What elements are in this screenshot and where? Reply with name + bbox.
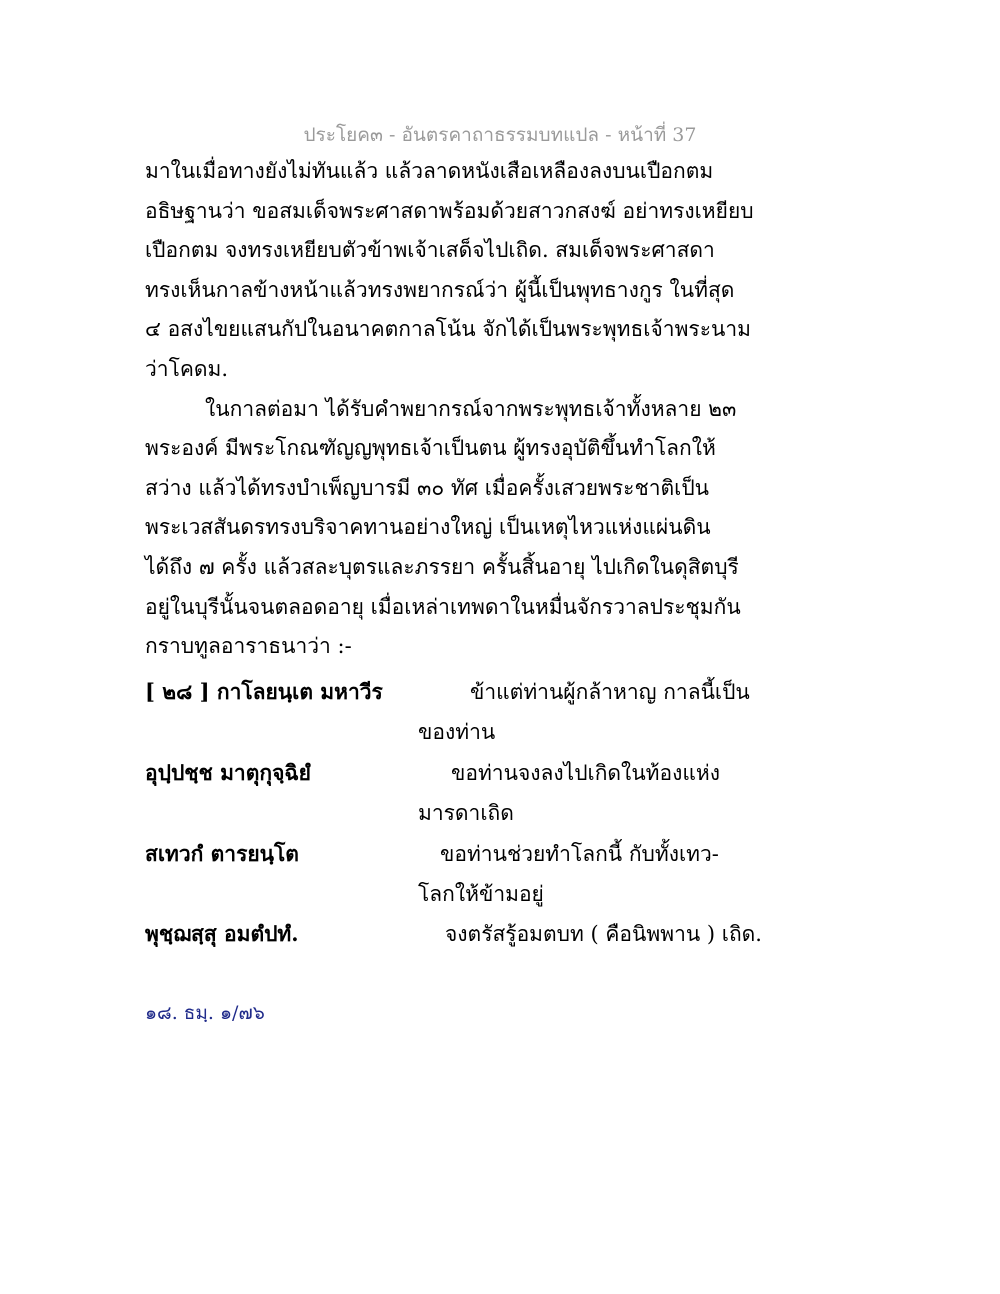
paragraph-line: กราบทูลอาราธนาว่า :- (145, 634, 352, 659)
paragraph-line: พระองค์ มีพระโกณฑัญญพุทธเจ้าเป็นตน ผู้ทรงอุบัติขึ้นทำโลกให้ (145, 436, 716, 461)
paragraph-line: ว่าโคดม. (145, 356, 229, 381)
verse-translation-cont: ของท่าน (418, 720, 496, 744)
paragraph-line: สว่าง แล้วได้ทรงบำเพ็ญบารมี ๓๐ ทัศ เมื่อครั้งเสวยพระชาติเป็น (145, 475, 710, 500)
verse-translation-cont: มารดาเถิด (418, 801, 514, 825)
paragraph-line: ได้ถึง ๗ ครั้ง แล้วสละบุตรและภรรยา ครั้นสิ้นอายุ ไปเกิดในดุสิตบุรี (145, 554, 739, 579)
verse-translation: จงตรัสรู้อมตบท ( คือนิพพาน ) เถิด. (445, 922, 762, 946)
verse-pali: อุปฺปชฺช มาตุกุจฺฉิยํ (145, 760, 311, 785)
paragraph-line: เปือกตม จงทรงเหยียบตัวข้าพเจ้าเสด็จไปเถิด. สมเด็จพระศาสดา (145, 238, 715, 263)
body-text (145, 152, 785, 667)
footnote: ๑๘. ธมฺ. ๑/๗๖ (145, 1002, 265, 1024)
verse-translation: ข้าแต่ท่านผู้กล้าหาญ กาลนี้เป็น (470, 680, 750, 704)
paragraph-line: ทรงเห็นกาลข้างหน้าแล้วทรงพยากรณ์ว่า ผู้นี้เป็นพุทธางกูร ในที่สุด (145, 277, 735, 302)
paragraph-line: อธิษฐานว่า ขอสมเด็จพระศาสดาพร้อมด้วยสาวกสงฆ์ อย่าทรงเหยียบ (145, 198, 754, 223)
verse-translation-cont: โลกให้ข้ามอยู่ (418, 882, 544, 906)
paragraph-line: พระเวสสันดรทรงบริจาคทานอย่างใหญ่ เป็นเหตุไหวแห่งแผ่นดิน (145, 515, 711, 540)
verse-pali: สเทวกํ ตารยนฺโต (145, 841, 299, 866)
verse-translation: ขอท่านช่วยทำโลกนี้ กับทั้งเทว- (440, 842, 719, 866)
paragraph-line: อยู่ในบุรีนั้นจนตลอดอายุ เมื่อเหล่าเทพดาในหมื่นจักรวาลประชุมกัน (145, 594, 741, 619)
page-header: ประโยค๓ - อันตรคาถาธรรมบทแปล - หน้าที่ 37 (303, 124, 697, 146)
paragraph-line: มาในเมื่อทางยังไม่ทันแล้ว แล้วลาดหนังเสือเหลืองลงบนเปือกตม (145, 159, 714, 183)
verse-translation: ขอท่านจงลงไปเกิดในท้องแห่ง (451, 761, 721, 785)
paragraph-line: ในกาลต่อมา ได้รับคำพยากรณ์จากพระพุทธเจ้าทั้งหลาย ๒๓ (205, 396, 737, 421)
verse-pali: [ ๒๘ ] กาโลยนฺเต มหาวีร (145, 679, 383, 704)
paragraph-line: ๔ อสงไขยแสนกัปในอนาคตกาลโน้น จักได้เป็นพระพุทธเจ้าพระนาม (145, 317, 751, 342)
verse-pali: พุชฺฌสฺสุ อมตํปทํ. (145, 921, 299, 946)
